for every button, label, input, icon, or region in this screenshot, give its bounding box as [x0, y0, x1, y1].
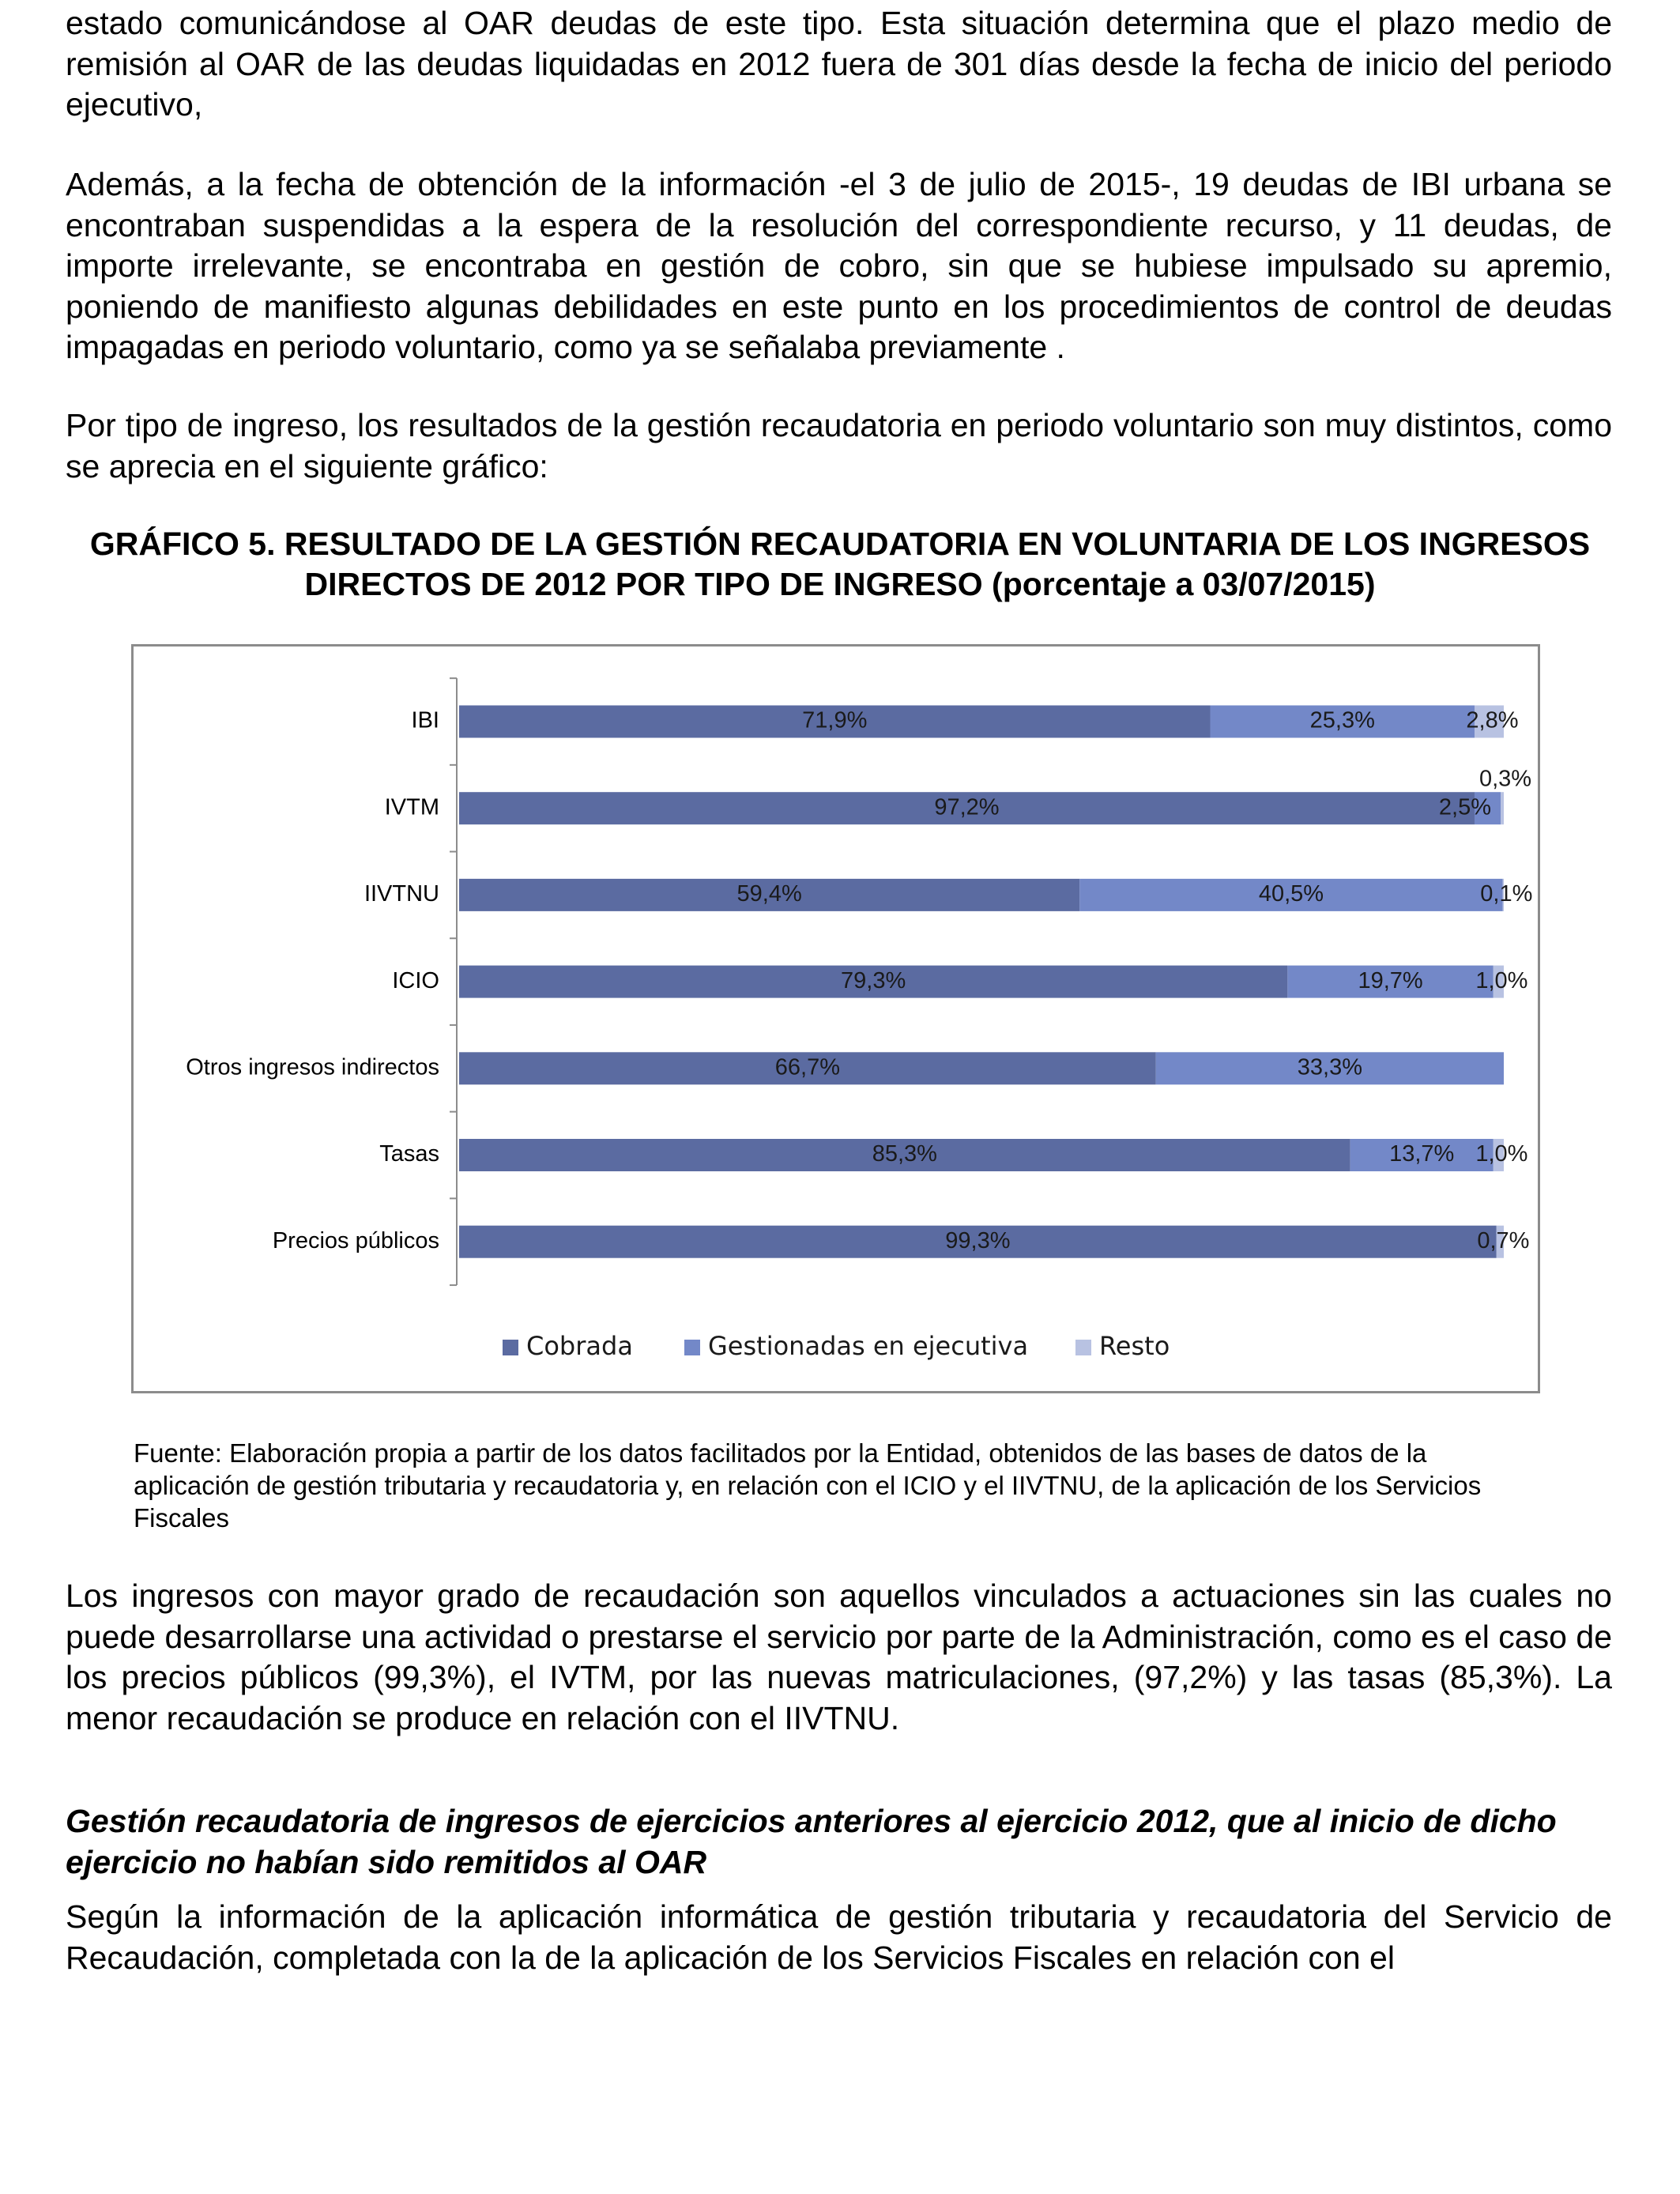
data-label: 33,3%: [1297, 1054, 1363, 1080]
paragraph-6: Según la información de la aplicación informática de gestión tributaria y recaudatoria del Servicio de Recaudación, completada con la de la aplicación de los Servicios Fiscales en relación con el: [66, 1898, 1612, 1976]
category-label: ICIO: [392, 967, 439, 993]
section-heading: Gestión recaudatoria de ingresos de ejercicios anteriores al ejercicio 2012, que al inicio de dicho ejercicio no habían sido remitidos al OAR: [66, 1803, 1557, 1880]
paragraph-3: Por tipo de ingreso, los resultados de la gestión recaudatoria en periodo voluntario son muy distintos, como se aprecia en el siguiente gráfico:: [66, 407, 1612, 484]
data-label: 71,9%: [802, 707, 868, 733]
chart-source-note: Fuente: Elaboración propia a partir de los datos facilitados por la Entidad, obtenidos de las bases de datos de la aplicación de gestión tributaria y recaudatoria y, en relación con el ICIO y el IIVTNU, de la aplicación de los Servicios Fiscales: [134, 1438, 1482, 1532]
category-label: IVTM: [384, 794, 439, 820]
paragraph-4: Los ingresos con mayor grado de recaudación son aquellos vinculados a actuaciones sin las cuales no puede desarrollarse una actividad o prestarse el servicio por parte de la Administración, como es el caso de los precios públicos (99,3%), el IVTM, por las nuevas matriculaciones, (97,2%) y las tasas (85,3%). La menor recaudación se produce en relación con el IIVTNU.: [66, 1578, 1612, 1736]
data-label: 66,7%: [774, 1054, 841, 1080]
data-label: 25,3%: [1309, 707, 1375, 733]
data-label: 1,0%: [1475, 967, 1528, 993]
data-label: 85,3%: [872, 1141, 937, 1167]
data-label: 2,5%: [1438, 794, 1492, 820]
data-label: 1,0%: [1475, 1141, 1528, 1167]
bar-segment: [1501, 792, 1504, 824]
category-label: Tasas: [379, 1141, 439, 1167]
data-label: 97,2%: [934, 794, 1000, 820]
data-label: 13,7%: [1389, 1141, 1455, 1167]
stacked-bar-chart: [131, 644, 1540, 1393]
legend-swatch: [684, 1340, 700, 1355]
data-label: 40,5%: [1258, 881, 1324, 907]
chart-title: GRÁFICO 5. RESULTADO DE LA GESTIÓN RECAUDATORIA EN VOLUNTARIA DE LOS INGRESOS DIRECTOS DE 2012 POR TIPO DE INGRESO (porcentaje a 03/07/2015): [89, 526, 1591, 602]
paragraph-2: Además, a la fecha de obtención de la información -el 3 de julio de 2015-, 19 deudas de IBI urbana se encontraban suspendidas a la espera de la resolución del correspondiente recurso, y 11 deudas, de importe irrelevante, se encontraba en gestión de cobro, sin que se hubiese impulsado su apremio, poniendo de manifiesto algunas debilidades en este punto en los procedimientos de control de deudas impagadas en periodo voluntario, como ya se señalaba previamente .: [66, 166, 1612, 365]
category-label: Precios públicos: [272, 1227, 439, 1253]
data-label: 79,3%: [841, 967, 906, 993]
data-label: 99,3%: [945, 1227, 1011, 1253]
legend-label: Cobrada: [526, 1331, 633, 1361]
legend-label: Gestionadas en ejecutiva: [708, 1331, 1029, 1361]
data-label: 0,1%: [1480, 881, 1533, 907]
data-label: 19,7%: [1358, 967, 1423, 993]
legend-label: Resto: [1099, 1331, 1170, 1361]
legend-swatch: [1075, 1340, 1091, 1355]
category-label: IBI: [411, 707, 439, 733]
legend-swatch: [503, 1340, 518, 1355]
data-label: 0,3%: [1478, 766, 1532, 792]
data-label: 0,7%: [1477, 1227, 1530, 1253]
category-label: Otros ingresos indirectos: [186, 1054, 439, 1080]
data-label: 59,4%: [736, 881, 802, 907]
category-label: IIVTNU: [363, 881, 439, 907]
paragraph-1: estado comunicándose al OAR deudas de este tipo. Esta situación determina que el plazo medio de remisión al OAR de las deudas liquidadas en 2012 fuera de 301 días desde la fecha de inicio del periodo ejecutivo,: [66, 5, 1612, 123]
data-label: 2,8%: [1466, 707, 1519, 733]
